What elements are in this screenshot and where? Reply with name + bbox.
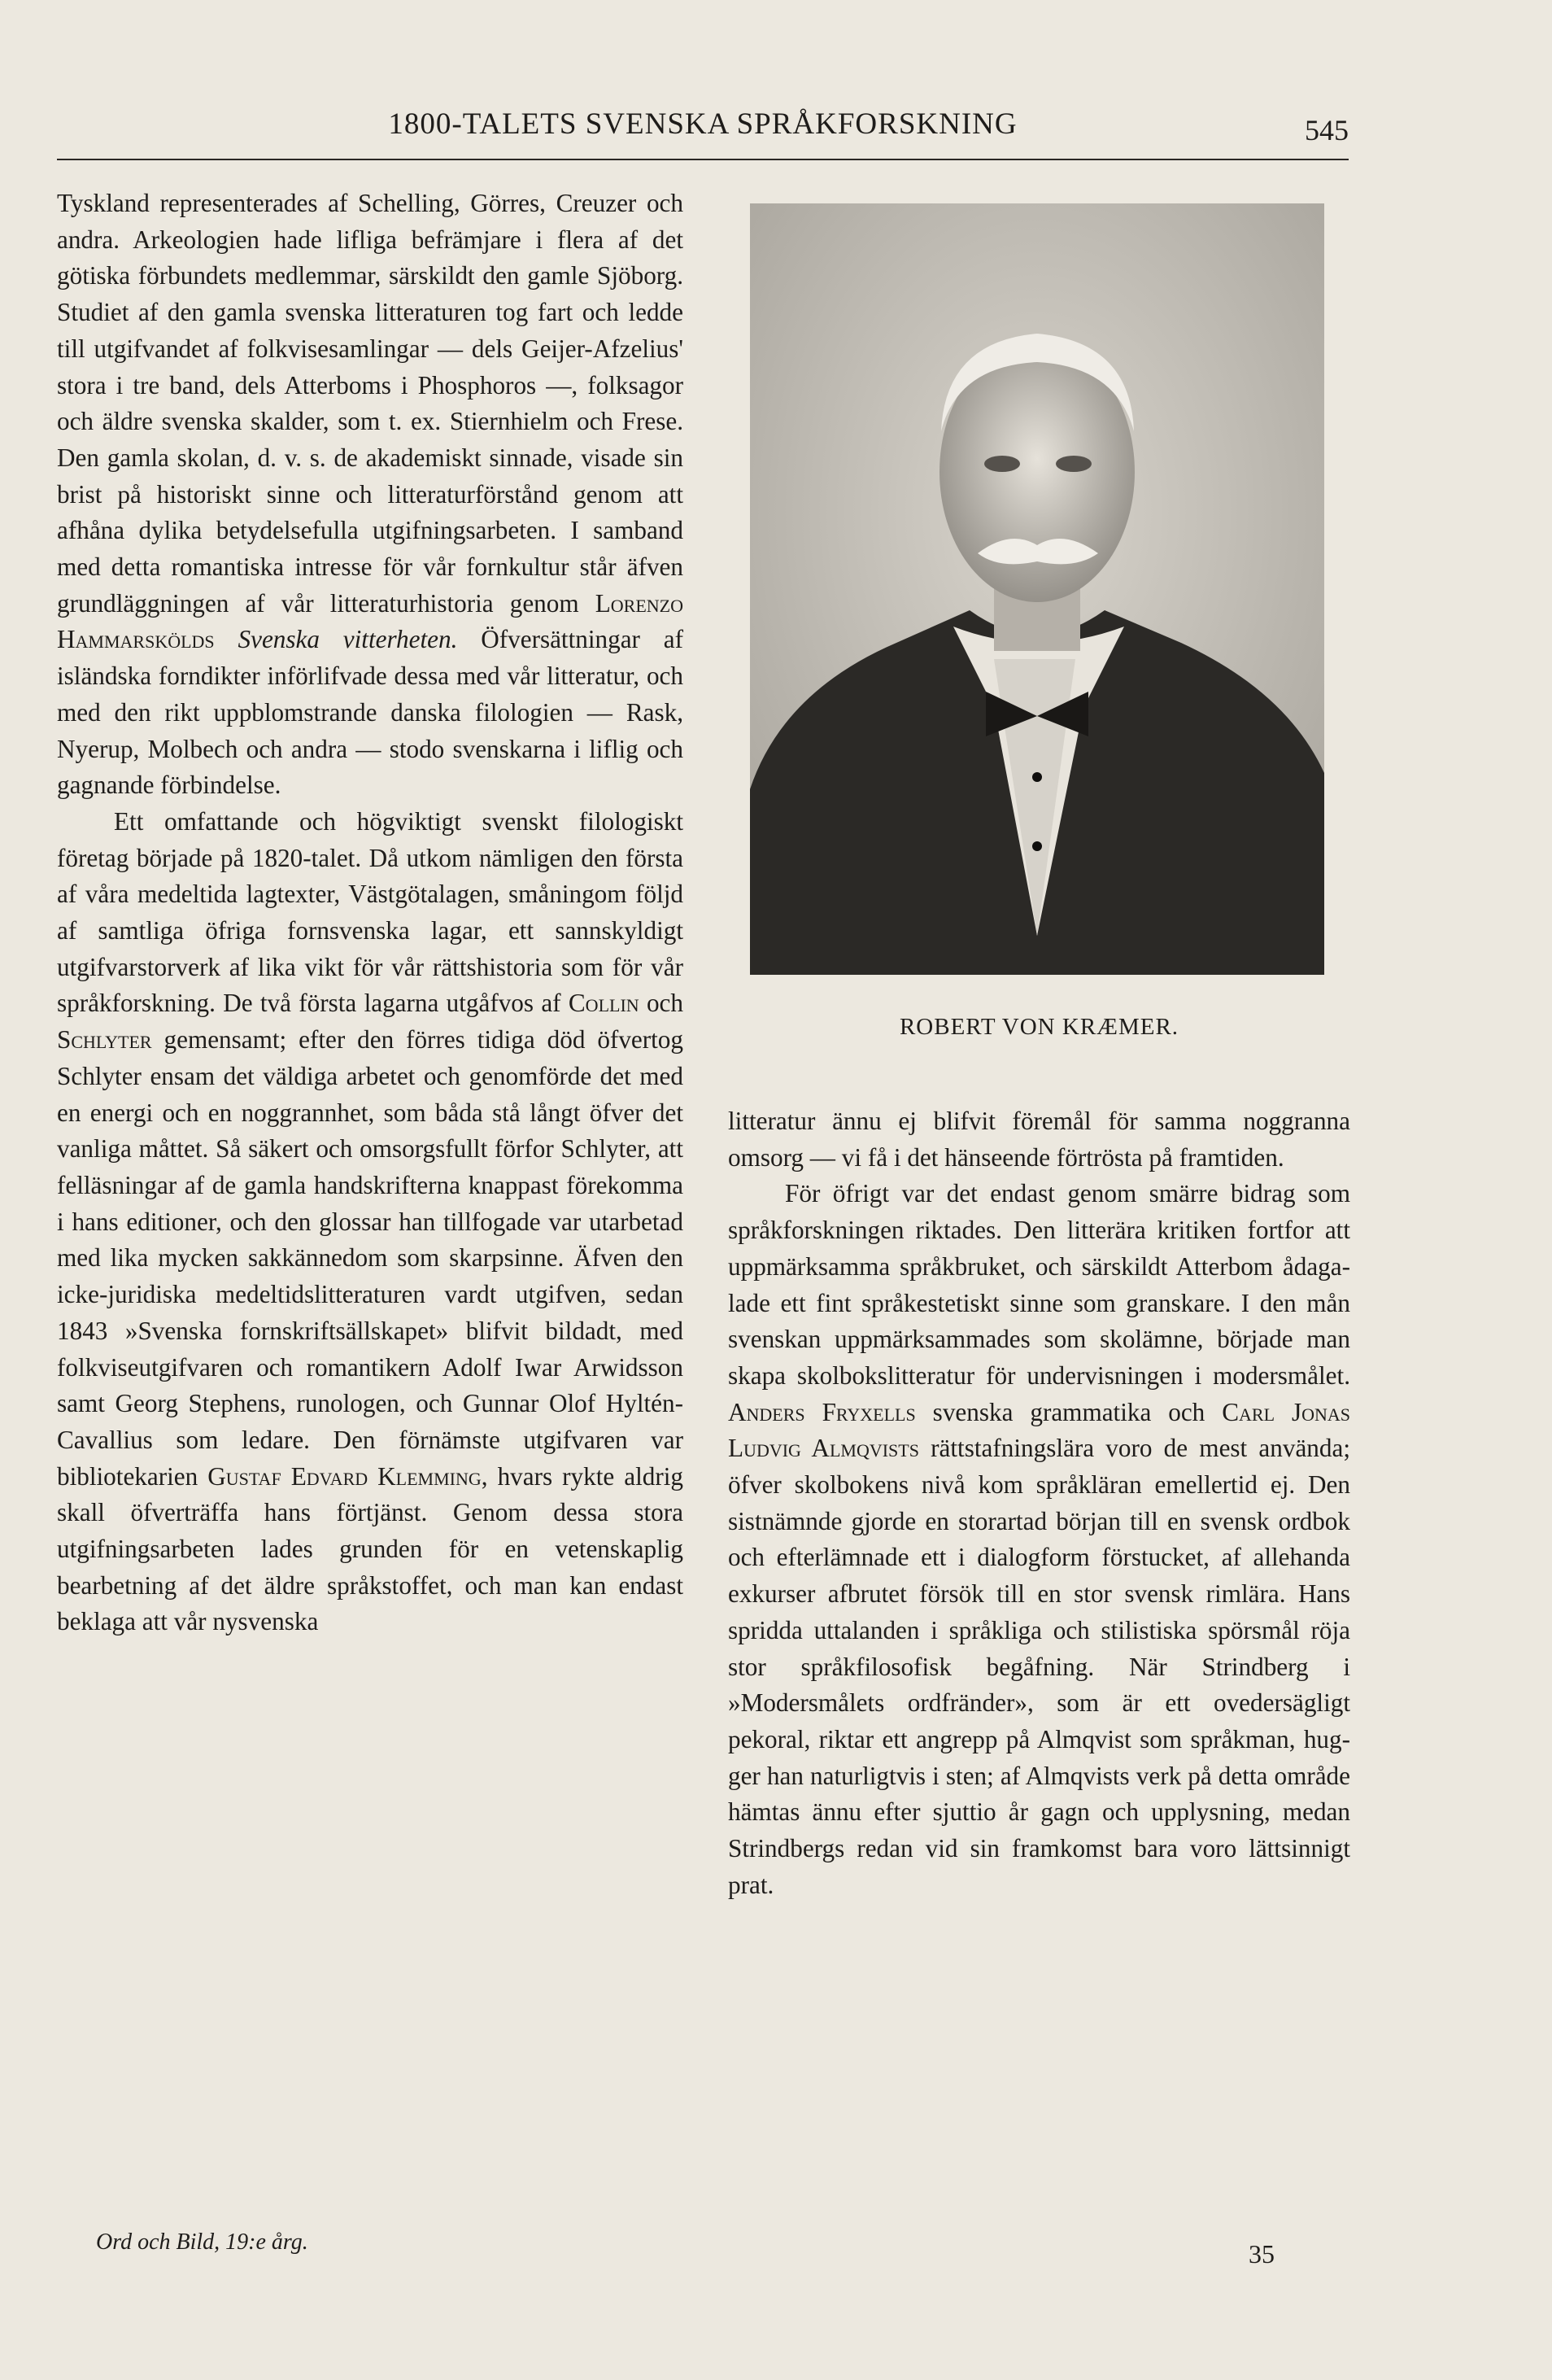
- right-column: [728, 1103, 1350, 1903]
- author-name: Gustaf Edvard Klemming: [207, 1461, 482, 1491]
- author-name: Lorenzo Hammarskölds: [57, 588, 683, 654]
- portrait-image: [750, 203, 1324, 975]
- author-name: Collin: [568, 989, 639, 1018]
- page-header: [57, 102, 1349, 160]
- page-number: 545: [1305, 114, 1349, 146]
- portrait-caption: ROBERT VON KRÆMER.: [899, 1014, 1179, 1040]
- portrait-photo: [750, 203, 1324, 975]
- paragraph: För öfrigt var det endast genom smärre bidrag som språkforskningen riktades. Den litterära kritiken fortfor att uppmärksamma språkbruket, och särskildt Atterbom ådagalade ett fint språkestetiskt sinne som granskare. I den mån svenskan uppmärksammades som skolämne, började man skapa skolbokslitteratur för undervisningen i modersmålet. Anders Fryxells svenska grammatika och Carl Jonas Ludvig Almqvists rättstafningslära voro de mest använda; öfver skolbokens nivå kom språkläran emellertid ej. Den sistnämnde gjorde en storartad början till en svensk ordbok och efterlämnade ett i dialogform förstucket, af allehanda exkurser afbrutet försök till en stor svensk rimlära. Hans spridda uttalanden i språkliga och stilistiska spörsmål röja stor språkfilosofisk begåfning. När Strindberg i »Modersmålets ordfränder», som är ett ovedersägligt pekoral, riktar ett angrepp på Almqvist som språkman, hugger han naturligtvis i sten; af Almqvists verk på detta område hämtas ännu efter sjuttio år gagn och upplysning, medan Strindbergs redan vid sin framkomst bara voro lättsinnigt prat.: [728, 1179, 1351, 1899]
- left-column: [57, 186, 683, 1640]
- author-name: Carl Jonas Ludvig Almqvists: [728, 1397, 1351, 1463]
- footer-journal-title: Ord och Bild, 19:e årg.: [96, 2229, 308, 2255]
- paragraph: Tyskland representerades af Schelling, Görres, Creuzer och andra. Arkeologien hade lifliga befrämjare i flera af det götiska förbundets medlemmar, särskildt den gamle Sjöborg. Studiet af den gamla svenska litteraturen tog fart och ledde till utgifvandet af folkvisesamlingar — dels Geijer-Afzelius' stora i tre band, dels Atterboms i Phosphoros —, folksagor och äldre svenska skalder, som t. ex. Stiernhielm och Frese. Den gamla skolan, d. v. s. de akademiskt sinnade, visade sin brist på historiskt sinne och litteraturförstånd genom att afhåna dylika betydelsefulla utgifningsarbeten. I samband med detta romantiska intresse för vår fornkultur står äfven grundläggningen af vår litteraturhistoria genom Lorenzo Hammarskölds Svenska vitterheten. Öfversättningar af isländska forndikter införlifvade dessa med vår litteratur, och med den rikt uppblomstrande danska filologien — Rask, Nyerup, Molbech och andra — stodo svenskarna i liflig och gagnande förbindelse.: [57, 189, 683, 800]
- footer-signature-number: 35: [1249, 2239, 1275, 2269]
- author-name: Anders Fryxells: [728, 1397, 916, 1426]
- author-name: Schlyter: [57, 1025, 152, 1055]
- book-title: Svenska vitterheten.: [238, 625, 458, 654]
- paragraph: litteratur ännu ej blifvit föremål för samma noggranna omsorg — vi få i det hänseende förtrösta på framtiden.: [728, 1107, 1350, 1172]
- paragraph: Ett omfattande och högviktigt svenskt filologiskt företag började på 1820-talet. Då utkom nämligen den första af våra medeltida lagtexter, Västgötalagen, småningom följd af samtliga öfriga fornsvenska lagar, ett sannskyldigt utgifvarstorverk af lika vikt för vår rättshistoria som för vår språkforskning. De två första lagarna utgåfvos af Collin och Schlyter gemensamt; efter den förres tidiga död öfvertog Schlyter ensam det väldiga arbetet och genomförde det med en energi och en noggrannhet, som båda stå långt öfver det vanliga måttet. Så säkert och omsorgsfullt förfor Schlyter, att felläsningar af de gamla handskrifterna knappast förekomma i hans editioner, och den glossar han tillfogade var utarbetad med lika mycken sakkännedom som skarpsinne. Äfven den icke-juridiska medeltidslitteraturen vardt utgifven, sedan 1843 »Svenska fornskriftsällskapet» blifvit bildadt, med folkviseutgifvaren och romantikern Adolf Iwar Arwidsson samt Georg Stephens, runologen, och Gunnar Olof Hyltén-Cavallius som ledare. Den förnämste utgifvaren var bibliotekarien Gustaf Edvard Klemming, hvars rykte aldrig skall öfverträffa hans förtjänst. Genom dessa stora utgifningsarbeten lades grunden för en vetenskaplig bearbetning af det äldre språkstoffet, och man kan endast beklaga att vår nysvenska: [57, 806, 683, 1636]
- running-head: 1800-TALETS SVENSKA SPRÅKFORSKNING: [388, 107, 1018, 141]
